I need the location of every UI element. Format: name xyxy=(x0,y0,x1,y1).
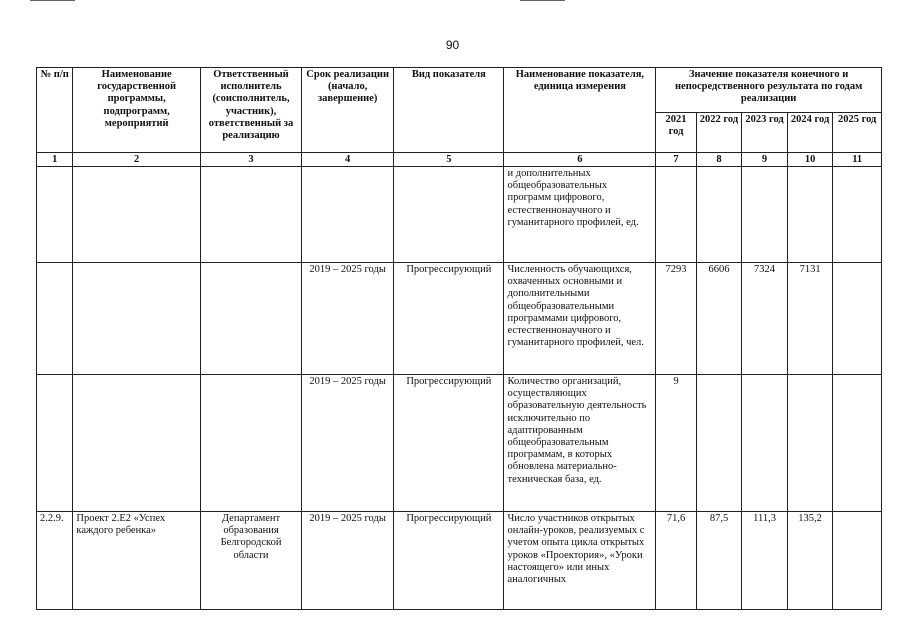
row-value-2024 xyxy=(787,375,833,512)
row-indicator-name: Число участников открытых онлайн-уроков, реализуемых с учетом опыта цикла открытых уроков «Проектория», «Уроки настоящего» или иных аналогичных xyxy=(504,512,656,610)
table-row xyxy=(37,512,882,610)
column-number: 9 xyxy=(742,153,788,167)
top-edge-line-left xyxy=(30,0,75,1)
row-value-2022 xyxy=(696,375,742,512)
row-number xyxy=(37,375,73,512)
header-indicator-type: Вид показателя xyxy=(394,68,504,153)
row-value-2025 xyxy=(833,375,882,512)
row-indicator-type: Прогрессирующий xyxy=(394,263,504,375)
column-number: 1 xyxy=(37,153,73,167)
column-number: 10 xyxy=(787,153,833,167)
row-value-2023: 111,3 xyxy=(742,512,788,610)
row-indicator-name: и дополнительных общеобразовательных программ цифрового, естественнонаучного и гуманитарного профилей, ед. xyxy=(504,167,656,263)
column-number: 11 xyxy=(833,153,882,167)
row-period: 2019 – 2025 годы xyxy=(302,263,394,375)
row-responsible xyxy=(200,263,301,375)
column-number: 3 xyxy=(200,153,301,167)
row-period: 2019 – 2025 годы xyxy=(302,375,394,512)
row-period xyxy=(302,167,394,263)
column-number: 7 xyxy=(656,153,696,167)
row-value-2021: 9 xyxy=(656,375,696,512)
table-row xyxy=(37,375,882,512)
row-value-2023 xyxy=(742,375,788,512)
row-program-name: Проект 2.Е2 «Успех каждого ребенка» xyxy=(73,512,201,610)
column-number: 5 xyxy=(394,153,504,167)
row-responsible xyxy=(200,375,301,512)
column-number: 2 xyxy=(73,153,201,167)
row-value-2021: 7293 xyxy=(656,263,696,375)
row-value-2022: 87,5 xyxy=(696,512,742,610)
row-value-2025 xyxy=(833,263,882,375)
row-program-name xyxy=(73,263,201,375)
row-program-name xyxy=(73,167,201,263)
column-number-row xyxy=(37,153,882,167)
row-value-2021: 71,6 xyxy=(656,512,696,610)
header-year-2023: 2023 год xyxy=(742,113,788,153)
column-number: 8 xyxy=(696,153,742,167)
table-row xyxy=(37,167,882,263)
header-year-2021: 2021 год xyxy=(656,113,696,153)
header-program-name: Наименование государственной программы, подпрограмм, мероприятий xyxy=(73,68,201,153)
row-value-2021 xyxy=(656,167,696,263)
row-responsible: Департамент образования Белгородской области xyxy=(200,512,301,610)
header-values-group: Значение показателя конечного и непосредственного результата по годам реализации xyxy=(656,68,882,113)
row-value-2023: 7324 xyxy=(742,263,788,375)
row-responsible xyxy=(200,167,301,263)
row-value-2023 xyxy=(742,167,788,263)
indicators-table xyxy=(36,67,882,610)
row-number xyxy=(37,167,73,263)
header-year-2025: 2025 год xyxy=(833,113,882,153)
row-period: 2019 – 2025 годы xyxy=(302,512,394,610)
row-indicator-name: Количество организаций, осуществляющих образовательную деятельность исключительно по адаптированным общеобразовательным программам, в которых обновлена материально-техническая база, ед. xyxy=(504,375,656,512)
header-period: Срок реализации (начало, завершение) xyxy=(302,68,394,153)
row-indicator-name: Численность обучающихся, охваченных основными и дополнительными общеобразовательными программами цифрового, естественнонаучного и гуманитарного профилей, чел. xyxy=(504,263,656,375)
column-number: 6 xyxy=(504,153,656,167)
header-indicator-name: Наименование показателя, единица измерения xyxy=(504,68,656,153)
row-indicator-type: Прогрессирующий xyxy=(394,512,504,610)
header-year-2022: 2022 год xyxy=(696,113,742,153)
row-value-2024: 7131 xyxy=(787,263,833,375)
row-number: 2.2.9. xyxy=(37,512,73,610)
table-header xyxy=(37,68,882,167)
row-indicator-type: Прогрессирующий xyxy=(394,375,504,512)
row-program-name xyxy=(73,375,201,512)
row-value-2022 xyxy=(696,167,742,263)
top-edge-line-right xyxy=(520,0,565,1)
row-value-2022: 6606 xyxy=(696,263,742,375)
row-value-2025 xyxy=(833,167,882,263)
page-number: 90 xyxy=(445,38,460,52)
column-number: 4 xyxy=(302,153,394,167)
row-value-2025 xyxy=(833,512,882,610)
row-value-2024 xyxy=(787,167,833,263)
row-number xyxy=(37,263,73,375)
header-number: № п/п xyxy=(37,68,73,153)
header-year-2024: 2024 год xyxy=(787,113,833,153)
table-row xyxy=(37,263,882,375)
header-responsible: Ответственный исполнитель (соисполнитель, участник), ответственный за реализацию xyxy=(200,68,301,153)
row-indicator-type xyxy=(394,167,504,263)
row-value-2024: 135,2 xyxy=(787,512,833,610)
